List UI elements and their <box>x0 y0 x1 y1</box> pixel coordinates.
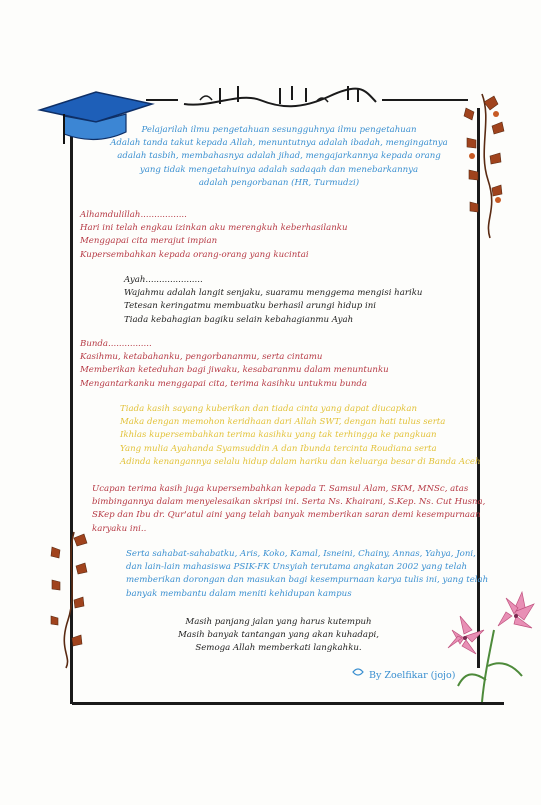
verse-line: Hari ini telah engkau izinkan aku merengkuh keberhasilanku <box>80 223 348 234</box>
verse-line: Alhamdulillah................. <box>80 210 187 220</box>
verse-line: karyaku ini.. <box>92 523 147 534</box>
ayah-verse <box>124 274 422 327</box>
verse-line: Kupersembahkan kepada orang-orang yang kucintai <box>80 249 309 260</box>
verse-line: Memberikan keteduhan bagi jiwaku, kesabaranmu dalam menuntunku <box>80 365 389 376</box>
autumn-vine-left-icon <box>48 530 98 670</box>
author-signature <box>352 666 455 681</box>
verse-line: memberikan dorongan dan masukan bagi kesempurnaan karya tulis ini, yang telah <box>126 575 489 586</box>
verse-line: Masih banyak tantangan yang akan kuhadapi, <box>178 630 380 641</box>
verse-line: Kasihmu, ketabahanku, pengorbananmu, serta cintamu <box>80 352 323 363</box>
hadith-line: adalah tasbih, membahasnya adalah jihad, mengajarkannya kepada orang <box>117 151 441 162</box>
verse-line: Bunda................ <box>80 339 152 349</box>
hadith-line: yang tidak mengetahuinya adalah sadaqah dan menebarkannya <box>139 164 419 175</box>
verse-line: Yang mulia Ayahanda Syamsuddin A dan Ibunda tercinta Roudiana serta <box>120 443 437 454</box>
signature-text: By Zoelfikar (jojo) <box>369 670 456 681</box>
autumn-vine-right-icon <box>462 90 522 240</box>
verse-line: Ucapan terima kasih juga kupersembahkan kepada T. Samsul Alam, SKM, MNSc, atas <box>92 484 469 494</box>
verse-line: dan lain-lain mahasiswa PSIK-FK Unsyiah terutama angkatan 2002 yang telah <box>126 562 467 573</box>
verse-line: Masih panjang jalan yang harus kutempuh <box>185 617 372 627</box>
alhamdulillah-verse <box>80 209 348 262</box>
closing-verse <box>178 616 379 656</box>
verse-line: Mengantarkanku menggapai cita, terima kasihku untukmu bunda <box>80 378 367 389</box>
border-bottom <box>72 702 504 705</box>
verse-line: bimbingannya dalam menyelesaikan skripsi ini. Serta Ns. Khairani, S.Kep. Ns. Cut Husna, <box>92 497 486 508</box>
border-top-right <box>382 99 468 101</box>
verse-line: Maka dengan memohon keridhaan dari Allah SWT, dengan hati tulus serta <box>120 417 446 428</box>
verse-line: SKep dan Ibu dr. Qur'atul aini yang telah banyak memberikan saran demi kesempurnaan <box>92 510 481 521</box>
verse-line: Wajahmu adalah langit senjaku, suaramu menggema mengisi hariku <box>124 288 423 299</box>
parents-dedication <box>120 403 481 469</box>
hadith-line: Adalah tanda takut kepada Allah, menuntutnya adalah ibadah, mengingatnya <box>110 138 448 149</box>
verse-line: Serta sahabat-sahabatku, Aris, Koko, Kamal, Isneini, Chainy, Annas, Yahya, Joni, <box>126 549 476 559</box>
pink-lily-flower-icon <box>442 590 537 705</box>
hadith-quote <box>104 124 454 190</box>
bullet-flourish-icon <box>352 666 364 678</box>
thanks-advisors <box>92 483 485 536</box>
verse-line: Adinda kenangannya selalu hidup dalam hariku dan keluarga besar di Banda Aceh <box>120 456 481 467</box>
verse-line: Tiada kebahagian bagiku selain kebahagianmu Ayah <box>124 314 354 325</box>
verse-line: Semoga Allah memberkati langkahku. <box>195 643 362 654</box>
hadith-line: adalah pengorbanan (HR, Turmudzi) <box>198 177 360 188</box>
bunda-verse <box>80 338 389 391</box>
verse-line: Ayah..................... <box>124 275 203 285</box>
verse-line: Tetesan keringatmu membuatku berhasil arungi hidup ini <box>124 301 376 312</box>
verse-line: Ikhlas kupersembahkan terima kasihku yang tak terhingga ke pangkuan <box>120 430 437 441</box>
verse-line: banyak membantu dalam meniti kehidupan kampus <box>126 588 352 599</box>
basmala-calligraphy <box>180 82 380 112</box>
hadith-line: Pelajarilah ilmu pengetahuan sesungguhnya ilmu pengetahuan <box>141 125 417 135</box>
verse-line: Tiada kasih sayang kuberikan dan tiada cinta yang dapat diucapkan <box>120 404 418 414</box>
thanks-friends <box>126 548 488 601</box>
verse-line: Menggapai cita merajut impian <box>80 236 218 247</box>
